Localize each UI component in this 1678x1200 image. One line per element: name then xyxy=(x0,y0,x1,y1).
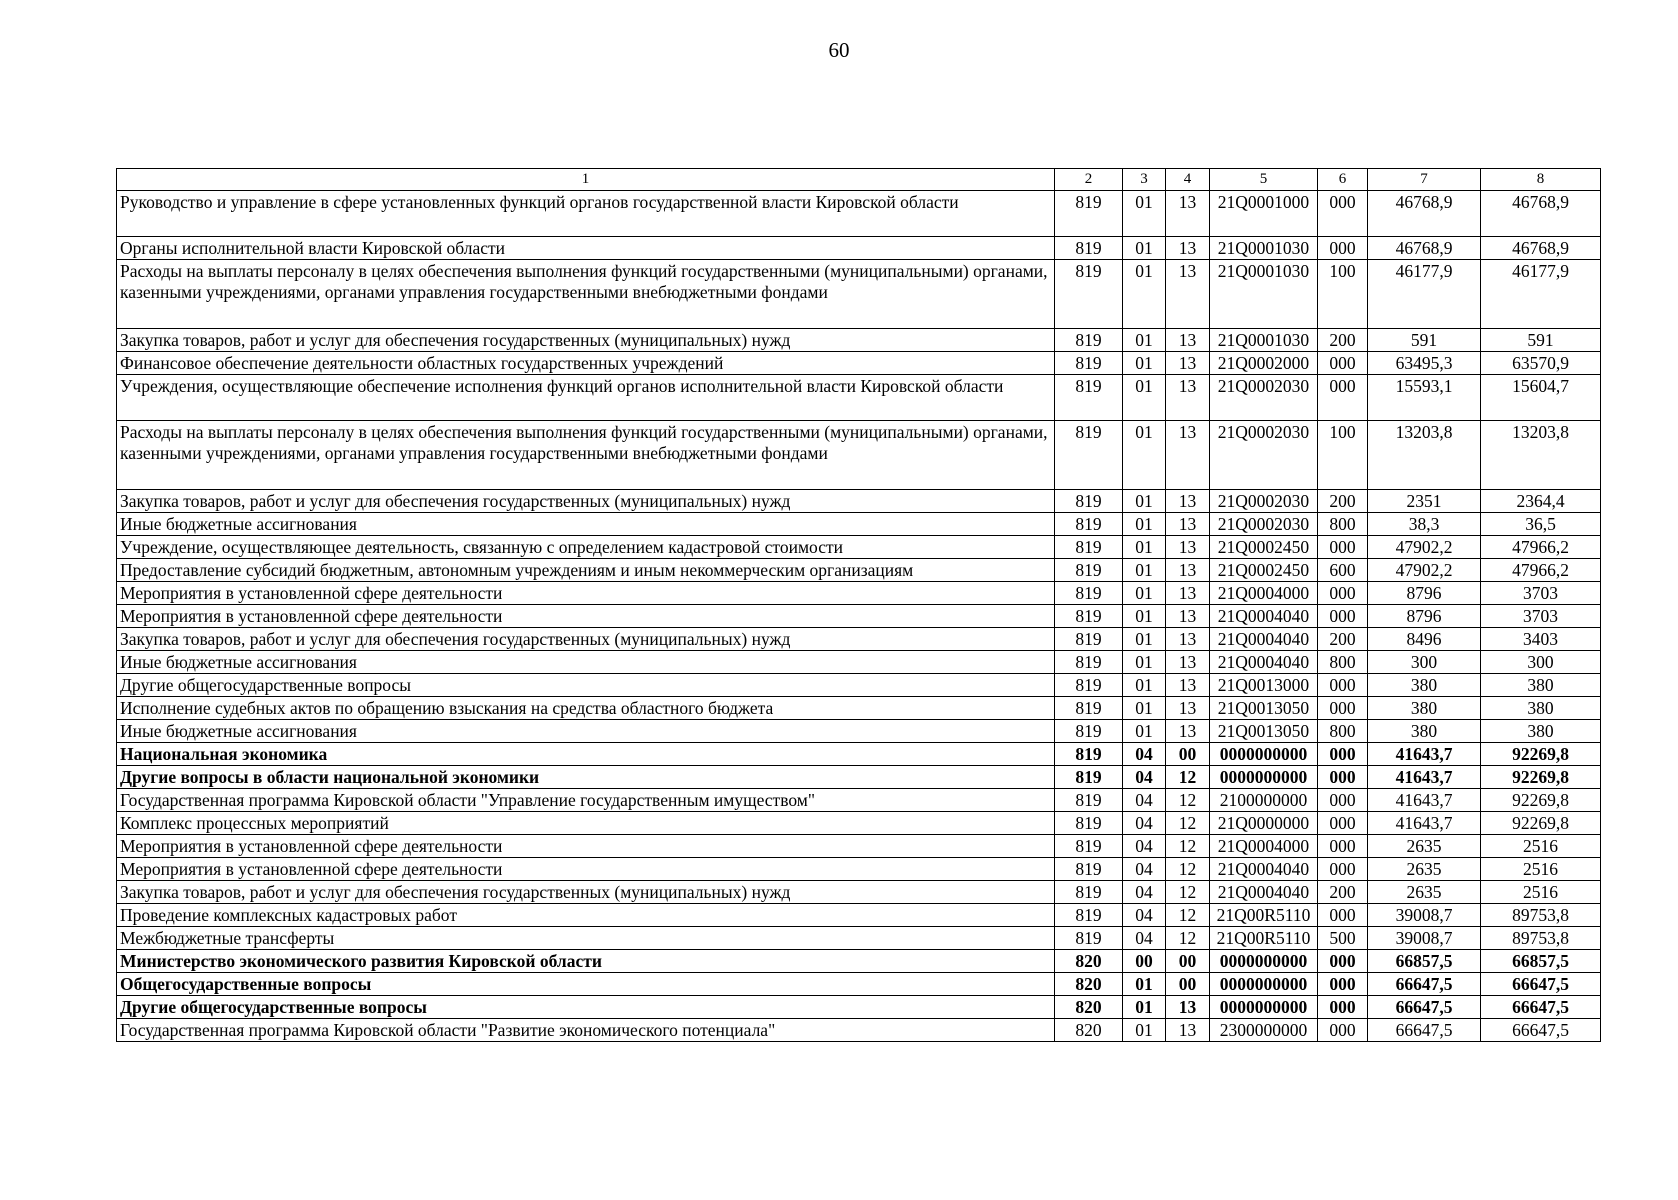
table-row xyxy=(117,881,1601,904)
amount-year1-cell: 591 xyxy=(1368,329,1481,352)
amount-year2-cell: 3703 xyxy=(1481,605,1601,628)
amount-year2-cell: 92269,8 xyxy=(1481,789,1601,812)
ministry-code-cell: 819 xyxy=(1055,858,1123,881)
table-row xyxy=(117,237,1601,260)
ministry-code-cell: 819 xyxy=(1055,881,1123,904)
table-row xyxy=(117,858,1601,881)
ministry-code-cell: 819 xyxy=(1055,812,1123,835)
row-name-cell: Другие общегосударственные вопросы xyxy=(117,674,1055,697)
subsection-cell: 12 xyxy=(1166,766,1210,789)
subsection-cell: 00 xyxy=(1166,950,1210,973)
table-row xyxy=(117,191,1601,237)
ministry-code-cell: 820 xyxy=(1055,996,1123,1019)
section-cell: 01 xyxy=(1123,559,1166,582)
row-name-cell: Проведение комплексных кадастровых работ xyxy=(117,904,1055,927)
expense-type-cell: 000 xyxy=(1318,812,1368,835)
amount-year2-cell: 36,5 xyxy=(1481,513,1601,536)
row-name-cell: Национальная экономика xyxy=(117,743,1055,766)
table-row xyxy=(117,743,1601,766)
amount-year1-cell: 380 xyxy=(1368,697,1481,720)
row-name-cell: Расходы на выплаты персоналу в целях обеспечения выполнения функций государственными (муниципальными) органами, казенными учреждениями, органами управления государственными внебюджетными фондами xyxy=(117,421,1055,490)
amount-year1-cell: 46768,9 xyxy=(1368,237,1481,260)
ministry-code-cell: 819 xyxy=(1055,536,1123,559)
target-article-cell: 21Q0013050 xyxy=(1210,697,1318,720)
amount-year2-cell: 13203,8 xyxy=(1481,421,1601,490)
row-name-cell: Мероприятия в установленной сфере деятельности xyxy=(117,858,1055,881)
ministry-code-cell: 819 xyxy=(1055,237,1123,260)
row-name-cell: Комплекс процессных мероприятий xyxy=(117,812,1055,835)
amount-year1-cell: 38,3 xyxy=(1368,513,1481,536)
amount-year2-cell: 47966,2 xyxy=(1481,559,1601,582)
amount-year2-cell: 92269,8 xyxy=(1481,743,1601,766)
row-name-cell: Предоставление субсидий бюджетным, автономным учреждениям и иным некоммерческим организациям xyxy=(117,559,1055,582)
subsection-cell: 12 xyxy=(1166,858,1210,881)
amount-year1-cell: 39008,7 xyxy=(1368,927,1481,950)
amount-year2-cell: 66857,5 xyxy=(1481,950,1601,973)
target-article-cell: 21Q0004000 xyxy=(1210,582,1318,605)
section-cell: 01 xyxy=(1123,329,1166,352)
subsection-cell: 13 xyxy=(1166,605,1210,628)
amount-year2-cell: 380 xyxy=(1481,674,1601,697)
amount-year2-cell: 380 xyxy=(1481,697,1601,720)
target-article-cell: 21Q0002030 xyxy=(1210,375,1318,421)
ministry-code-cell: 819 xyxy=(1055,582,1123,605)
table-body xyxy=(117,191,1601,1042)
expense-type-cell: 000 xyxy=(1318,743,1368,766)
ministry-code-cell: 819 xyxy=(1055,329,1123,352)
row-name-cell: Учреждение, осуществляющее деятельность, связанную с определением кадастровой стоимости xyxy=(117,536,1055,559)
table-row xyxy=(117,559,1601,582)
table-row xyxy=(117,927,1601,950)
section-cell: 04 xyxy=(1123,812,1166,835)
table-row xyxy=(117,697,1601,720)
subsection-cell: 00 xyxy=(1166,743,1210,766)
subsection-cell: 13 xyxy=(1166,720,1210,743)
amount-year1-cell: 8496 xyxy=(1368,628,1481,651)
table-row xyxy=(117,536,1601,559)
target-article-cell: 2300000000 xyxy=(1210,1019,1318,1042)
section-cell: 01 xyxy=(1123,1019,1166,1042)
ministry-code-cell: 819 xyxy=(1055,835,1123,858)
amount-year1-cell: 41643,7 xyxy=(1368,766,1481,789)
ministry-code-cell: 819 xyxy=(1055,674,1123,697)
target-article-cell: 21Q0002000 xyxy=(1210,352,1318,375)
amount-year1-cell: 39008,7 xyxy=(1368,904,1481,927)
column-header: 2 xyxy=(1055,169,1123,191)
expense-type-cell: 200 xyxy=(1318,628,1368,651)
subsection-cell: 13 xyxy=(1166,582,1210,605)
section-cell: 01 xyxy=(1123,352,1166,375)
row-name-cell: Закупка товаров, работ и услуг для обеспечения государственных (муниципальных) нужд xyxy=(117,490,1055,513)
section-cell: 04 xyxy=(1123,881,1166,904)
target-article-cell: 21Q0001030 xyxy=(1210,260,1318,329)
subsection-cell: 12 xyxy=(1166,904,1210,927)
ministry-code-cell: 819 xyxy=(1055,766,1123,789)
section-cell: 04 xyxy=(1123,743,1166,766)
column-header: 7 xyxy=(1368,169,1481,191)
ministry-code-cell: 819 xyxy=(1055,927,1123,950)
target-article-cell: 21Q00R5110 xyxy=(1210,927,1318,950)
row-name-cell: Закупка товаров, работ и услуг для обеспечения государственных (муниципальных) нужд xyxy=(117,329,1055,352)
section-cell: 01 xyxy=(1123,191,1166,237)
column-header: 3 xyxy=(1123,169,1166,191)
subsection-cell: 13 xyxy=(1166,996,1210,1019)
subsection-cell: 13 xyxy=(1166,490,1210,513)
section-cell: 01 xyxy=(1123,628,1166,651)
target-article-cell: 21Q0004040 xyxy=(1210,605,1318,628)
ministry-code-cell: 819 xyxy=(1055,513,1123,536)
expense-type-cell: 200 xyxy=(1318,329,1368,352)
expense-type-cell: 000 xyxy=(1318,375,1368,421)
section-cell: 01 xyxy=(1123,513,1166,536)
target-article-cell: 21Q00R5110 xyxy=(1210,904,1318,927)
ministry-code-cell: 819 xyxy=(1055,651,1123,674)
row-name-cell: Иные бюджетные ассигнования xyxy=(117,651,1055,674)
amount-year2-cell: 300 xyxy=(1481,651,1601,674)
target-article-cell: 0000000000 xyxy=(1210,766,1318,789)
target-article-cell: 21Q0002030 xyxy=(1210,513,1318,536)
expense-type-cell: 000 xyxy=(1318,996,1368,1019)
amount-year1-cell: 2635 xyxy=(1368,858,1481,881)
expense-type-cell: 000 xyxy=(1318,835,1368,858)
row-name-cell: Другие вопросы в области национальной экономики xyxy=(117,766,1055,789)
table-row xyxy=(117,973,1601,996)
section-cell: 04 xyxy=(1123,904,1166,927)
amount-year1-cell: 66647,5 xyxy=(1368,973,1481,996)
section-cell: 01 xyxy=(1123,651,1166,674)
column-header: 1 xyxy=(117,169,1055,191)
amount-year1-cell: 66857,5 xyxy=(1368,950,1481,973)
expense-type-cell: 000 xyxy=(1318,950,1368,973)
expense-type-cell: 000 xyxy=(1318,697,1368,720)
row-name-cell: Учреждения, осуществляющие обеспечение исполнения функций органов исполнительной власти Кировской области xyxy=(117,375,1055,421)
amount-year2-cell: 66647,5 xyxy=(1481,973,1601,996)
row-name-cell: Государственная программа Кировской области "Управление государственным имуществом" xyxy=(117,789,1055,812)
expense-type-cell: 000 xyxy=(1318,904,1368,927)
subsection-cell: 13 xyxy=(1166,260,1210,329)
subsection-cell: 13 xyxy=(1166,191,1210,237)
expense-type-cell: 100 xyxy=(1318,421,1368,490)
table-row xyxy=(117,605,1601,628)
row-name-cell: Финансовое обеспечение деятельности областных государственных учреждений xyxy=(117,352,1055,375)
table-row xyxy=(117,651,1601,674)
section-cell: 01 xyxy=(1123,582,1166,605)
section-cell: 01 xyxy=(1123,490,1166,513)
section-cell: 01 xyxy=(1123,674,1166,697)
expense-type-cell: 000 xyxy=(1318,674,1368,697)
subsection-cell: 12 xyxy=(1166,927,1210,950)
expense-type-cell: 000 xyxy=(1318,766,1368,789)
table-row xyxy=(117,950,1601,973)
section-cell: 04 xyxy=(1123,927,1166,950)
subsection-cell: 13 xyxy=(1166,674,1210,697)
expense-type-cell: 000 xyxy=(1318,191,1368,237)
amount-year2-cell: 46768,9 xyxy=(1481,237,1601,260)
subsection-cell: 13 xyxy=(1166,237,1210,260)
amount-year2-cell: 66647,5 xyxy=(1481,1019,1601,1042)
target-article-cell: 0000000000 xyxy=(1210,996,1318,1019)
amount-year1-cell: 380 xyxy=(1368,674,1481,697)
subsection-cell: 13 xyxy=(1166,651,1210,674)
expense-type-cell: 000 xyxy=(1318,352,1368,375)
section-cell: 04 xyxy=(1123,789,1166,812)
ministry-code-cell: 819 xyxy=(1055,260,1123,329)
section-cell: 01 xyxy=(1123,697,1166,720)
subsection-cell: 13 xyxy=(1166,329,1210,352)
amount-year2-cell: 2364,4 xyxy=(1481,490,1601,513)
target-article-cell: 21Q0004000 xyxy=(1210,835,1318,858)
page-number: 60 xyxy=(828,38,850,62)
ministry-code-cell: 819 xyxy=(1055,191,1123,237)
ministry-code-cell: 819 xyxy=(1055,421,1123,490)
subsection-cell: 12 xyxy=(1166,835,1210,858)
amount-year2-cell: 591 xyxy=(1481,329,1601,352)
ministry-code-cell: 819 xyxy=(1055,904,1123,927)
expense-type-cell: 800 xyxy=(1318,513,1368,536)
ministry-code-cell: 819 xyxy=(1055,375,1123,421)
table-row xyxy=(117,766,1601,789)
row-name-cell: Расходы на выплаты персоналу в целях обеспечения выполнения функций государственными (муниципальными) органами, казенными учреждениями, органами управления государственными внебюджетными фондами xyxy=(117,260,1055,329)
amount-year1-cell: 380 xyxy=(1368,720,1481,743)
ministry-code-cell: 819 xyxy=(1055,720,1123,743)
amount-year2-cell: 2516 xyxy=(1481,881,1601,904)
table-row xyxy=(117,260,1601,329)
subsection-cell: 13 xyxy=(1166,559,1210,582)
target-article-cell: 0000000000 xyxy=(1210,973,1318,996)
subsection-cell: 00 xyxy=(1166,973,1210,996)
subsection-cell: 13 xyxy=(1166,352,1210,375)
row-name-cell: Мероприятия в установленной сфере деятельности xyxy=(117,605,1055,628)
target-article-cell: 0000000000 xyxy=(1210,950,1318,973)
amount-year1-cell: 66647,5 xyxy=(1368,996,1481,1019)
section-cell: 01 xyxy=(1123,605,1166,628)
table-row xyxy=(117,1019,1601,1042)
expense-type-cell: 600 xyxy=(1318,559,1368,582)
ministry-code-cell: 819 xyxy=(1055,743,1123,766)
row-name-cell: Закупка товаров, работ и услуг для обеспечения государственных (муниципальных) нужд xyxy=(117,628,1055,651)
amount-year1-cell: 66647,5 xyxy=(1368,1019,1481,1042)
target-article-cell: 21Q0013050 xyxy=(1210,720,1318,743)
expense-type-cell: 000 xyxy=(1318,237,1368,260)
table-row xyxy=(117,628,1601,651)
amount-year1-cell: 46177,9 xyxy=(1368,260,1481,329)
target-article-cell: 21Q0001000 xyxy=(1210,191,1318,237)
ministry-code-cell: 819 xyxy=(1055,789,1123,812)
subsection-cell: 13 xyxy=(1166,628,1210,651)
subsection-cell: 13 xyxy=(1166,375,1210,421)
section-cell: 01 xyxy=(1123,720,1166,743)
section-cell: 01 xyxy=(1123,996,1166,1019)
subsection-cell: 13 xyxy=(1166,1019,1210,1042)
expense-type-cell: 000 xyxy=(1318,973,1368,996)
amount-year1-cell: 2635 xyxy=(1368,835,1481,858)
expense-type-cell: 000 xyxy=(1318,536,1368,559)
target-article-cell: 2100000000 xyxy=(1210,789,1318,812)
amount-year1-cell: 8796 xyxy=(1368,582,1481,605)
ministry-code-cell: 820 xyxy=(1055,950,1123,973)
amount-year2-cell: 15604,7 xyxy=(1481,375,1601,421)
amount-year2-cell: 46177,9 xyxy=(1481,260,1601,329)
row-name-cell: Исполнение судебных актов по обращению взыскания на средства областного бюджета xyxy=(117,697,1055,720)
target-article-cell: 21Q0004040 xyxy=(1210,881,1318,904)
expense-type-cell: 200 xyxy=(1318,881,1368,904)
expense-type-cell: 000 xyxy=(1318,858,1368,881)
row-name-cell: Руководство и управление в сфере установленных функций органов государственной власти Кировской области xyxy=(117,191,1055,237)
row-name-cell: Другие общегосударственные вопросы xyxy=(117,996,1055,1019)
expense-type-cell: 000 xyxy=(1318,789,1368,812)
table-row xyxy=(117,789,1601,812)
subsection-cell: 13 xyxy=(1166,697,1210,720)
amount-year1-cell: 47902,2 xyxy=(1368,559,1481,582)
amount-year2-cell: 66647,5 xyxy=(1481,996,1601,1019)
budget-table xyxy=(116,168,1601,1042)
subsection-cell: 12 xyxy=(1166,812,1210,835)
row-name-cell: Межбюджетные трансферты xyxy=(117,927,1055,950)
section-cell: 04 xyxy=(1123,858,1166,881)
section-cell: 01 xyxy=(1123,536,1166,559)
table-row xyxy=(117,996,1601,1019)
expense-type-cell: 000 xyxy=(1318,1019,1368,1042)
table-row xyxy=(117,720,1601,743)
section-cell: 01 xyxy=(1123,237,1166,260)
table-row xyxy=(117,352,1601,375)
column-header: 5 xyxy=(1210,169,1318,191)
row-name-cell: Закупка товаров, работ и услуг для обеспечения государственных (муниципальных) нужд xyxy=(117,881,1055,904)
table-row xyxy=(117,329,1601,352)
expense-type-cell: 800 xyxy=(1318,651,1368,674)
amount-year2-cell: 3403 xyxy=(1481,628,1601,651)
section-cell: 04 xyxy=(1123,766,1166,789)
section-cell: 04 xyxy=(1123,835,1166,858)
amount-year1-cell: 47902,2 xyxy=(1368,536,1481,559)
target-article-cell: 21Q0004040 xyxy=(1210,628,1318,651)
amount-year1-cell: 8796 xyxy=(1368,605,1481,628)
row-name-cell: Государственная программа Кировской области "Развитие экономического потенциала" xyxy=(117,1019,1055,1042)
target-article-cell: 21Q0004040 xyxy=(1210,651,1318,674)
amount-year2-cell: 89753,8 xyxy=(1481,904,1601,927)
ministry-code-cell: 819 xyxy=(1055,697,1123,720)
amount-year1-cell: 41643,7 xyxy=(1368,743,1481,766)
subsection-cell: 13 xyxy=(1166,536,1210,559)
amount-year1-cell: 2351 xyxy=(1368,490,1481,513)
expense-type-cell: 000 xyxy=(1318,605,1368,628)
table-row xyxy=(117,674,1601,697)
amount-year1-cell: 13203,8 xyxy=(1368,421,1481,490)
table-row xyxy=(117,490,1601,513)
target-article-cell: 21Q0000000 xyxy=(1210,812,1318,835)
row-name-cell: Общегосударственные вопросы xyxy=(117,973,1055,996)
table-row xyxy=(117,812,1601,835)
amount-year1-cell: 15593,1 xyxy=(1368,375,1481,421)
table-row xyxy=(117,513,1601,536)
ministry-code-cell: 819 xyxy=(1055,352,1123,375)
amount-year2-cell: 89753,8 xyxy=(1481,927,1601,950)
expense-type-cell: 800 xyxy=(1318,720,1368,743)
row-name-cell: Иные бюджетные ассигнования xyxy=(117,720,1055,743)
ministry-code-cell: 820 xyxy=(1055,973,1123,996)
ministry-code-cell: 819 xyxy=(1055,605,1123,628)
subsection-cell: 12 xyxy=(1166,881,1210,904)
column-header: 4 xyxy=(1166,169,1210,191)
target-article-cell: 21Q0001030 xyxy=(1210,237,1318,260)
section-cell: 01 xyxy=(1123,375,1166,421)
amount-year1-cell: 300 xyxy=(1368,651,1481,674)
target-article-cell: 21Q0002450 xyxy=(1210,536,1318,559)
table-row xyxy=(117,835,1601,858)
expense-type-cell: 500 xyxy=(1318,927,1368,950)
amount-year2-cell: 92269,8 xyxy=(1481,766,1601,789)
table-row xyxy=(117,421,1601,490)
section-cell: 01 xyxy=(1123,421,1166,490)
target-article-cell: 21Q0002030 xyxy=(1210,421,1318,490)
amount-year1-cell: 41643,7 xyxy=(1368,812,1481,835)
target-article-cell: 21Q0013000 xyxy=(1210,674,1318,697)
target-article-cell: 21Q0001030 xyxy=(1210,329,1318,352)
table-row xyxy=(117,904,1601,927)
amount-year2-cell: 2516 xyxy=(1481,835,1601,858)
amount-year2-cell: 63570,9 xyxy=(1481,352,1601,375)
column-header: 6 xyxy=(1318,169,1368,191)
section-cell: 00 xyxy=(1123,950,1166,973)
ministry-code-cell: 820 xyxy=(1055,1019,1123,1042)
ministry-code-cell: 819 xyxy=(1055,628,1123,651)
subsection-cell: 13 xyxy=(1166,513,1210,536)
table-row xyxy=(117,582,1601,605)
amount-year2-cell: 2516 xyxy=(1481,858,1601,881)
amount-year2-cell: 47966,2 xyxy=(1481,536,1601,559)
amount-year1-cell: 46768,9 xyxy=(1368,191,1481,237)
amount-year1-cell: 63495,3 xyxy=(1368,352,1481,375)
subsection-cell: 12 xyxy=(1166,789,1210,812)
row-name-cell: Мероприятия в установленной сфере деятельности xyxy=(117,582,1055,605)
row-name-cell: Иные бюджетные ассигнования xyxy=(117,513,1055,536)
amount-year2-cell: 92269,8 xyxy=(1481,812,1601,835)
target-article-cell: 21Q0004040 xyxy=(1210,858,1318,881)
target-article-cell: 21Q0002450 xyxy=(1210,559,1318,582)
table-header-row xyxy=(117,169,1601,191)
row-name-cell: Мероприятия в установленной сфере деятельности xyxy=(117,835,1055,858)
section-cell: 01 xyxy=(1123,260,1166,329)
amount-year2-cell: 380 xyxy=(1481,720,1601,743)
target-article-cell: 0000000000 xyxy=(1210,743,1318,766)
expense-type-cell: 000 xyxy=(1318,582,1368,605)
target-article-cell: 21Q0002030 xyxy=(1210,490,1318,513)
row-name-cell: Органы исполнительной власти Кировской области xyxy=(117,237,1055,260)
expense-type-cell: 200 xyxy=(1318,490,1368,513)
ministry-code-cell: 819 xyxy=(1055,490,1123,513)
amount-year1-cell: 2635 xyxy=(1368,881,1481,904)
row-name-cell: Министерство экономического развития Кировской области xyxy=(117,950,1055,973)
amount-year2-cell: 3703 xyxy=(1481,582,1601,605)
amount-year2-cell: 46768,9 xyxy=(1481,191,1601,237)
expense-type-cell: 100 xyxy=(1318,260,1368,329)
table-row xyxy=(117,375,1601,421)
subsection-cell: 13 xyxy=(1166,421,1210,490)
ministry-code-cell: 819 xyxy=(1055,559,1123,582)
section-cell: 01 xyxy=(1123,973,1166,996)
amount-year1-cell: 41643,7 xyxy=(1368,789,1481,812)
column-header: 8 xyxy=(1481,169,1601,191)
